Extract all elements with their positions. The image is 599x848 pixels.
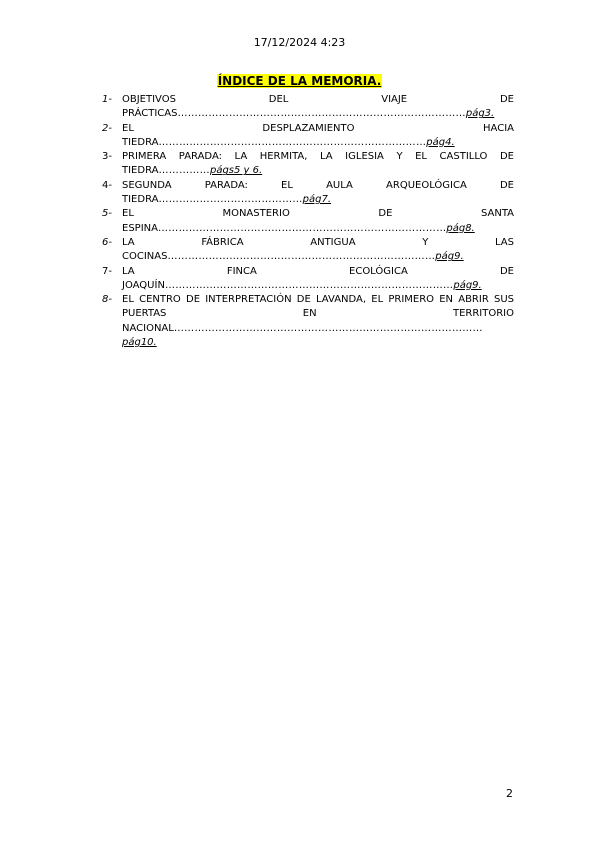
toc-entry [102, 207, 514, 236]
toc-entry-number: 7- [102, 265, 112, 277]
toc-entry-page: pág8. [446, 222, 475, 234]
toc-entry-title: EL MONASTERIO DE SANTA ESPINA [122, 208, 514, 234]
toc-entry-leader: …………………………………… [158, 194, 303, 206]
table-of-contents [102, 93, 514, 350]
title-container [0, 70, 599, 89]
toc-entry-page: pág4. [426, 136, 455, 148]
toc-entry-title: EL DESPLAZAMIENTO HACIA TIEDRA [122, 122, 514, 148]
header-datetime: 17/12/2024 4:23 [253, 36, 346, 49]
toc-entry-leader: …………………………………………………………………… [167, 251, 436, 263]
toc-entry-title: LA FÁBRICA ANTIGUA Y LAS COCINAS [122, 236, 514, 263]
toc-entry-leader: ………………………………………………………………………… [157, 222, 447, 234]
toc-entry-number: 1- [102, 94, 112, 105]
toc-entry-number: 3- [102, 151, 112, 163]
toc-entry-number: 4- [102, 179, 112, 191]
toc-entry-page: págs5 y 6. [209, 165, 263, 177]
toc-entry [102, 122, 514, 151]
toc-entry [102, 293, 514, 350]
page-number: 2 [506, 787, 513, 800]
toc-entry-number: 2- [102, 122, 112, 134]
toc-entry-page: pág9. [435, 251, 464, 263]
toc-entry-title: OBJETIVOS DEL VIAJE DE PRÁCTICAS [122, 94, 514, 120]
toc-entry-page: pág9. [453, 279, 482, 291]
toc-entry-title: EL CENTRO DE INTERPRETACIÓN DE LAVANDA, EL PRIMERO EN ABRIR SUS PUERTAS EN TERRITORIO NACIONAL [122, 294, 514, 334]
toc-entry-number: 5- [102, 208, 112, 220]
toc-entry [102, 150, 514, 179]
toc-entry-title: PRIMERA PARADA: LA HERMITA, LA IGLESIA Y EL CASTILLO DE TIEDRA [122, 151, 514, 177]
toc-entry [102, 93, 514, 122]
document-title: ÍNDICE DE LA MEMORIA. [217, 74, 382, 88]
toc-entry [102, 236, 514, 265]
toc-entry-title: LA FINCA ECOLÓGICA DE JOAQUÍN [122, 265, 514, 291]
toc-entry-leader: …………… [158, 165, 210, 177]
toc-entry-leader: ………………………………………………………………………… [164, 279, 454, 291]
toc-entry-page: pág7. [302, 194, 332, 206]
toc-entry [102, 179, 514, 208]
toc-entry-title: SEGUNDA PARADA: EL AULA ARQUEOLÓGICA DE TIEDRA [122, 179, 514, 206]
toc-entry-page: pág3. [465, 108, 495, 120]
toc-entry-number: 6- [102, 236, 112, 248]
toc-entry-leader: ……………………………………………………………………………… [173, 322, 483, 334]
toc-entry-leader: ………………………………………………………………………… [177, 108, 466, 120]
toc-entry-leader: …………………………………………………………………… [158, 136, 427, 148]
toc-entry-page: pág10. [122, 337, 157, 349]
toc-entry [102, 265, 514, 294]
toc-entry-number: 8- [102, 294, 112, 306]
